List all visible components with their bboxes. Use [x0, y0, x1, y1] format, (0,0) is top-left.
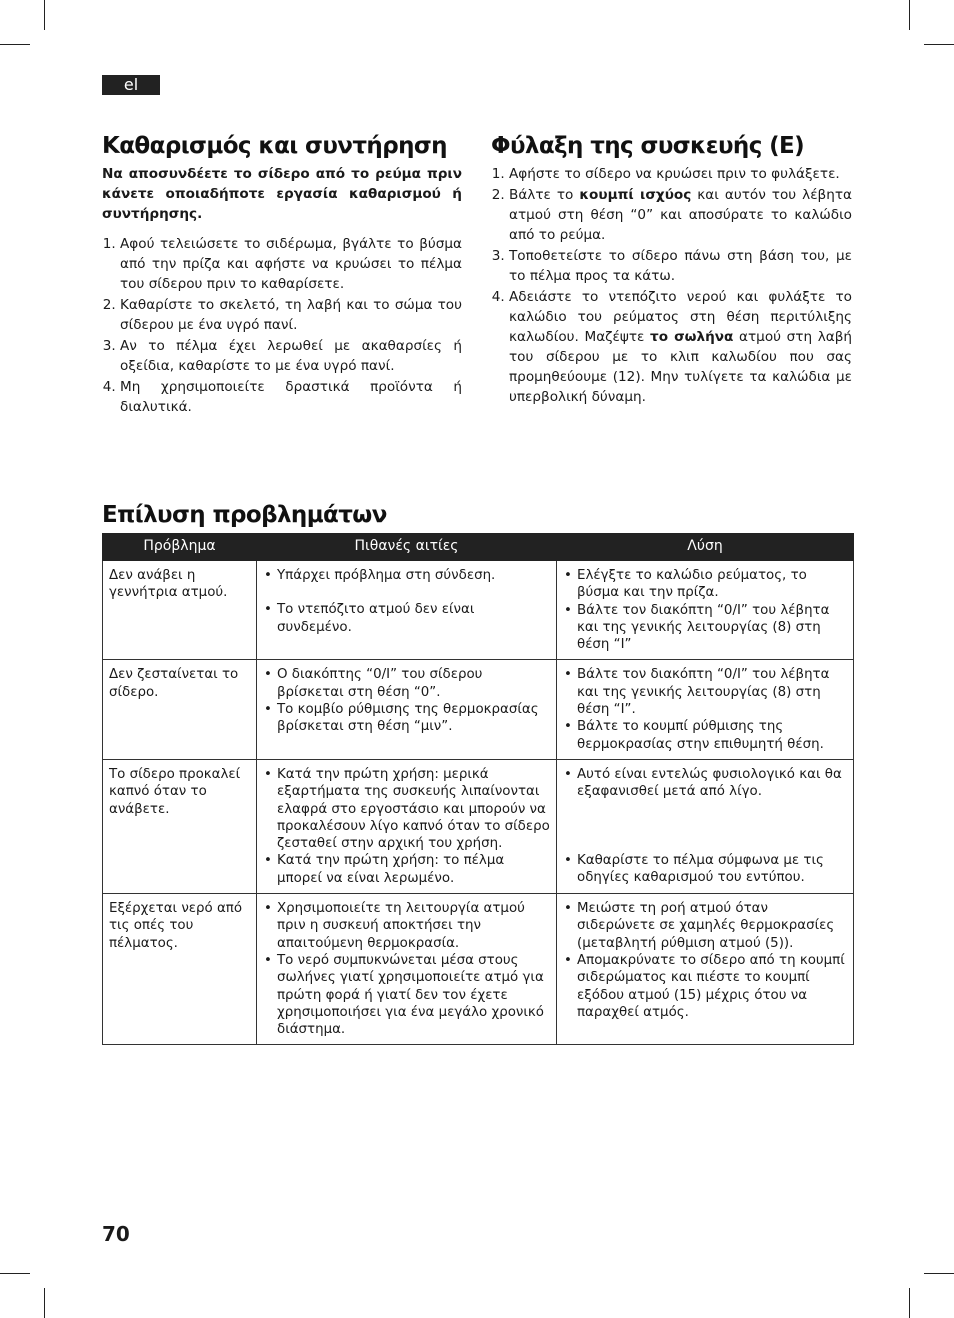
bullet-list: [263, 666, 550, 735]
bullet-list: [563, 666, 847, 752]
list-item: 4. Αδειάστε το ντεπόζιτο νερού και φυλάξτε το καλώδιο του ρεύματος στη θέση περιτύλιξης καλωδίου. Μαζέψτε το σωλήνα ατμού στη λαβή του σίδερου με το κλιπ καλωδίου που σας προμηθεύουμε (12). Μην τυλίγετε τα καλώδια με υπερβολική δύναμη.: [509, 287, 852, 407]
list-item: • Ελέγξτε το καλώδιο ρεύματος, το βύσμα και την πρίζα.: [577, 567, 847, 602]
list-item: • Αυτό είναι εντελώς φυσιολογικό και θα εξαφανισθεί μετά από λίγο.: [577, 766, 847, 801]
troubleshooting-table: [102, 533, 854, 1045]
list-item: • Υπάρχει πρόβλημα στη σύνδεση.: [277, 567, 550, 584]
crop-mark: [909, 0, 910, 30]
cleaning-warning: Να αποσυνδέετε το σίδερο από το ρεύμα πριν κάνετε οποιαδήποτε εργασία καθαρισμού ή συντήρησης.: [102, 166, 462, 222]
storage-steps: [491, 164, 852, 407]
bullet-list: [263, 766, 550, 887]
column-header-solution: Λύση: [557, 534, 854, 561]
list-item: 2. Βάλτε το κουμπί ισχύος και αυτόν του λέβητα ατμού στη θέση “0” και αποσύρατε το καλώδιο από το ρεύμα.: [509, 185, 852, 245]
bullet-list: [563, 766, 847, 886]
list-item: 1. Αφού τελειώσετε το σιδέρωμα, βγάλτε το βύσμα από την πρίζα και αφήστε να κρυώσει το πέλμα του σίδερου πριν το καθαρίσετε.: [120, 234, 462, 294]
crop-mark: [44, 1288, 45, 1318]
list-item: • Χρησιμοποιείτε τη λειτουργία ατμού πριν η συσκευή αποκτήσει την απαιτούμενη θερμοκρασία.: [277, 900, 550, 952]
list-item: 1. Αφήστε το σίδερο να κρυώσει πριν το φυλάξετε.: [509, 164, 852, 184]
table-header-row: [103, 534, 854, 561]
list-item: • Βάλτε τον διακόπτη “0/I” του λέβητα και της γενικής λειτουργίας (8) στη θέση “I”.: [577, 666, 847, 718]
list-item: 3. Αν το πέλμα έχει λερωθεί με ακαθαρσίες ή οξείδια, καθαρίστε το με ένα υγρό πανί.: [120, 336, 462, 376]
crop-mark: [924, 1273, 954, 1274]
list-item: • Το ντεπόζιτο ατμού δεν είναι συνδεμένο.: [277, 601, 550, 636]
crop-mark: [0, 1273, 30, 1274]
table-row: [103, 759, 854, 893]
causes-cell: [257, 660, 557, 759]
problem-cell: Δεν ζεσταίνεται το σίδερο.: [103, 660, 257, 759]
list-item: • Το κομβίο ρύθμισης της θερμοκρασίας βρίσκεται στη θέση “μιν”.: [277, 701, 550, 736]
list-item: 4. Μη χρησιμοποιείτε δραστικά προϊόντα ή διαλυτικά.: [120, 377, 462, 417]
list-item: • Κατά την πρώτη χρήση: το πέλμα μπορεί να είναι λερωμένο.: [277, 852, 550, 887]
problem-cell: Δεν ανάβει η γεννήτρια ατμού.: [103, 561, 257, 660]
bullet-list: [563, 900, 847, 1021]
language-tab: el: [102, 75, 160, 95]
table-row: [103, 561, 854, 660]
bullet-list: [263, 567, 550, 636]
list-item: • Απομακρύνατε το σίδερο από τη κουμπί σιδερώματος και πιέστε το κουμπί εξόδου ατμού (15) μέχρις ότου να παραχθεί ατμός.: [577, 952, 847, 1021]
cleaning-title: Καθαρισμός και συντήρηση: [102, 133, 447, 159]
list-item: 3. Τοποθετείστε το σίδερο πάνω στη βάση του, με το πέλμα προς τα κάτω.: [509, 246, 852, 286]
page-number: 70: [102, 1222, 130, 1246]
causes-cell: [257, 561, 557, 660]
table-row: [103, 660, 854, 759]
list-item: • Κατά την πρώτη χρήση: μερικά εξαρτήματα της συσκευής λιπαίνονται ελαφρά στο εργοστάσιο και μπορούν να προκαλέσουν λίγο καπνό όταν το σίδερο ζεσταθεί στην αρχική του χρήση.: [277, 766, 550, 852]
troubleshooting-title: Επίλυση προβλημάτων: [102, 502, 387, 528]
solution-cell: [557, 660, 854, 759]
bullet-list: [263, 900, 550, 1038]
causes-cell: [257, 894, 557, 1045]
problem-cell: Εξέρχεται νερό από τις οπές του πέλματος.: [103, 894, 257, 1045]
list-item: • Ο διακόπτης “0/I” του σίδερου βρίσκεται στη θέση “0”.: [277, 666, 550, 701]
solution-cell: [557, 561, 854, 660]
list-item: 2. Καθαρίστε το σκελετό, τη λαβή και το σώμα του σίδερου με ένα υγρό πανί.: [120, 295, 462, 335]
list-item: • Βάλτε το κουμπί ρύθμισης της θερμοκρασίας στην επιθυμητή θέση.: [577, 718, 847, 753]
table-row: [103, 894, 854, 1045]
cleaning-steps: [102, 234, 462, 417]
list-item: • Το νερό συμπυκνώνεται μέσα στους σωλήνες γιατί χρησιμοποιείτε ατμό για πρώτη φορά ή γιατί δεν τον έχετε χρησιμοποιήσει για ένα μεγάλο χρονικό διάστημα.: [277, 952, 550, 1038]
solution-cell: [557, 759, 854, 893]
causes-cell: [257, 759, 557, 893]
crop-mark: [0, 44, 30, 45]
crop-mark: [924, 44, 954, 45]
list-item: • Βάλτε τον διακόπτη “0/I” του λέβητα και της γενικής λειτουργίας (8) στη θέση “I”: [577, 602, 847, 654]
problem-cell: Το σίδερο προκαλεί καπνό όταν το ανάβετε.: [103, 759, 257, 893]
storage-section: [491, 164, 852, 407]
cleaning-section: [102, 164, 462, 417]
column-header-problem: Πρόβλημα: [103, 534, 257, 561]
bullet-list: [563, 567, 847, 653]
crop-mark: [44, 0, 45, 30]
solution-cell: [557, 894, 854, 1045]
list-item: • Μειώστε τη ροή ατμού όταν σιδερώνετε σε χαμηλές θερμοκρασίες (μεταβλητή ρύθμιση ατμού (5)).: [577, 900, 847, 952]
storage-title: Φύλαξη της συσκευής (E): [491, 133, 805, 159]
crop-mark: [909, 1288, 910, 1318]
column-header-causes: Πιθανές αιτίες: [257, 534, 557, 561]
list-item: • Καθαρίστε το πέλμα σύμφωνα με τις οδηγίες καθαρισμού του εντύπου.: [577, 852, 847, 887]
